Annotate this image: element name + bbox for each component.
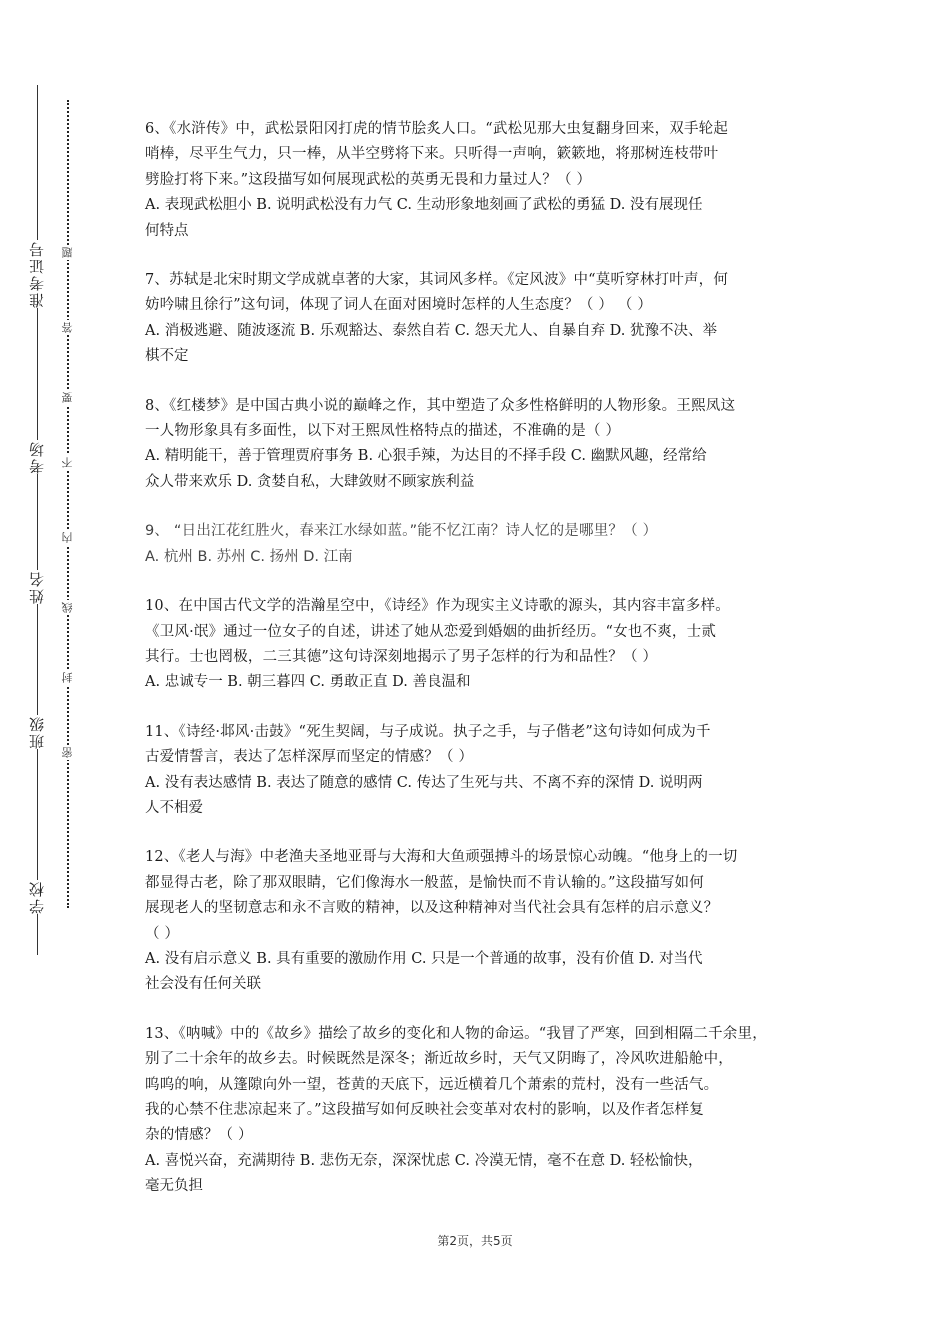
question-options: 社会没有任何关联	[145, 976, 261, 993]
question-options: A. 没有表达感情 B. 表达了随意的感情 C. 传达了生死与共、不离不弃的深情 D. 说明两	[145, 774, 703, 791]
question-options: 毫无负担	[145, 1178, 203, 1195]
name-field-label: 姓名	[22, 570, 52, 604]
question-stem-line: 一人物形象具有多面性，以下对王熙凤性格特点的描述，不准确的是（ ）	[145, 423, 621, 440]
question-options: A. 表现武松胆小 B. 说明武松没有力气 C. 生动形象地刻画了武松的勇猛 D. 没有展现任	[145, 197, 703, 214]
question-options: 众人带来欢乐 D. 贪婪自私，大肆敛财不顾家族利益	[145, 473, 475, 490]
question-12	[145, 845, 815, 997]
seal-char: 题	[58, 245, 78, 260]
question-list	[145, 117, 815, 1224]
question-options: A. 喜悦兴奋，充满期待 B. 悲伤无奈，深深忧虑 C. 冷漠无情，毫不在意 D. 轻松愉快，	[145, 1152, 703, 1169]
seal-char: 线	[58, 600, 78, 615]
question-stem-line: 13、《呐喊》中的《故乡》描绘了故乡的变化和人物的命运。“我冒了严寒，回到相隔二千余里，	[145, 1025, 767, 1042]
question-options: 人不相爱	[145, 799, 203, 816]
question-stem-line: 12、《老人与海》中老渔夫圣地亚哥与大海和大鱼顽强搏斗的场景惊心动魄。“他身上的一切	[145, 849, 738, 866]
question-stem-line: 6、《水浒传》中，武松景阳冈打虎的情节脍炙人口。“武松见那大虫复翻身回来，双手轮起	[145, 121, 729, 137]
question-options: A. 忠诚专一 B. 朝三暮四 C. 勇敢正直 D. 善良温和	[145, 674, 471, 691]
question-stem-line: 杂的情感？（ ）	[145, 1127, 253, 1144]
question-stem-line: 哨棒，尽平生气力，只一棒，从半空劈将下来。只听得一声响，簌簌地，将那树连枝带叶	[145, 146, 719, 163]
question-stem-line: 其行。士也罔极，二三其德”这句诗深刻地揭示了男子怎样的行为和品性？（ ）	[145, 648, 658, 665]
question-11	[145, 720, 815, 822]
seal-char: 要	[58, 390, 78, 405]
question-options: A. 没有启示意义 B. 具有重要的激励作用 C. 只是一个普通的故事，没有价值 D. 对当代	[145, 950, 703, 967]
question-options: 何特点	[145, 222, 189, 239]
school-field-label: 学校	[22, 880, 52, 914]
question-stem-line: 古爱情誓言，表达了怎样深厚而坚定的情感？（ ）	[145, 749, 474, 766]
class-field-label: 班级	[22, 715, 52, 749]
exam-id-field-label: 准考证号	[22, 240, 52, 308]
binding-margin	[0, 0, 110, 1344]
question-stem-line: 别了二十余年的故乡去。时候既然是深冬；渐近故乡时，天气又阴晦了，冷风吹进船舱中，	[145, 1051, 733, 1068]
question-stem-line: 呜呜的响，从篷隙向外一望，苍黄的天底下，远近横着几个萧索的荒村，没有一些活气。	[145, 1076, 719, 1093]
question-stem-line: 劈脸打将下来。”这段描写如何展现武松的英勇无畏和力量过人？（ ）	[145, 171, 592, 188]
seal-dotted-line	[67, 100, 69, 908]
exam-room-field-label: 考场	[22, 440, 52, 474]
question-stem-line: 妨吟啸且徐行”这句词，体现了词人在面对困境时怎样的人生态度？（ ） （ ）	[145, 297, 653, 314]
seal-char: 密	[58, 745, 78, 760]
question-stem-line: 8、《红楼梦》是中国古典小说的巅峰之作，其中塑造了众多性格鲜明的人物形象。王熙凤这	[145, 397, 736, 414]
question-options: 棋不定	[145, 348, 189, 365]
seal-char: 答	[58, 320, 78, 335]
question-stem-line: 11、《诗经·邶风·击鼓》“死生契阔，与子成说。执子之手，与子偕老”这句诗如何成为千	[145, 723, 711, 740]
page-footer: 第2页，共5页	[437, 1234, 513, 1248]
question-stem-line: 《卫风·氓》通过一位女子的自述，讲述了她从恋爱到婚姻的曲折经历。“女也不爽，士贰	[145, 623, 717, 640]
question-options: A. 消极逃避、随波逐流 B. 乐观豁达、泰然自若 C. 怨天尤人、自暴自弃 D. 犹豫不决、举	[145, 322, 718, 339]
question-stem-line: 7、苏轼是北宋时期文学成就卓著的大家，其词风多样。《定风波》中“莫听穿林打叶声，何	[145, 272, 729, 289]
seal-char: 内	[58, 530, 78, 545]
question-9	[145, 519, 815, 570]
question-stem-line: 9、 “日出江花红胜火，春来江水绿如蓝。”能不忆江南？诗人忆的是哪里？（ ）	[145, 523, 658, 540]
question-13	[145, 1022, 815, 1200]
question-stem-line: 10、在中国古代文学的浩瀚星空中，《诗经》作为现实主义诗歌的源头，其内容丰富多样。	[145, 598, 730, 615]
question-options: A. 杭州 B. 苏州 C. 扬州 D. 江南	[145, 548, 353, 565]
question-10	[145, 594, 815, 696]
question-stem-line: 都显得古老，除了那双眼睛，它们像海水一般蓝，是愉快而不肯认输的。”这段描写如何	[145, 874, 704, 891]
question-8	[145, 394, 815, 496]
question-7	[145, 268, 815, 370]
binding-solid-line	[37, 85, 38, 955]
question-stem-line: 展现老人的坚韧意志和永不言败的精神，以及这种精神对当代社会具有怎样的启示意义？	[145, 900, 719, 917]
seal-char: 不	[58, 455, 78, 470]
seal-char: 封	[58, 670, 78, 685]
question-6	[145, 117, 815, 244]
question-stem-line: 我的心禁不住悲凉起来了。”这段描写如何反映社会变革对农村的影响，以及作者怎样复	[145, 1102, 704, 1118]
question-stem-line: （ ）	[145, 925, 180, 942]
question-options: A. 精明能干，善于管理贾府事务 B. 心狠手辣，为达目的不择手段 C. 幽默风趣，经常给	[145, 448, 707, 465]
